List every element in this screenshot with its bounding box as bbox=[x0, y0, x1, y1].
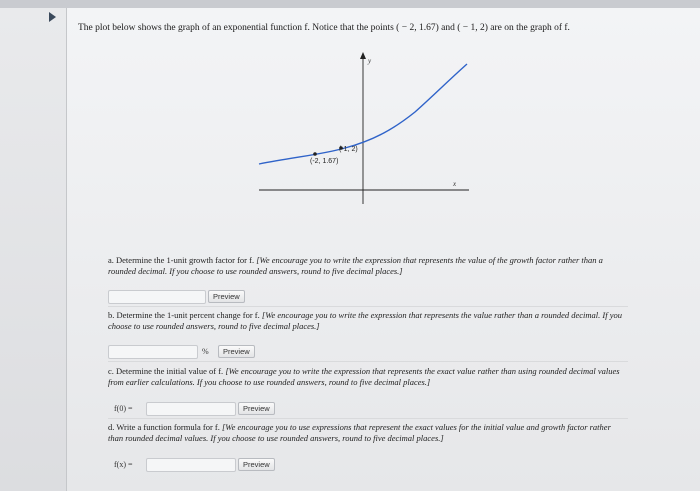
point-a-label: (-2, 1.67) bbox=[310, 158, 339, 165]
part-b-question: b. Determine the 1-unit percent change for f. bbox=[108, 310, 260, 320]
percent-suffix: % bbox=[202, 347, 209, 356]
y-axis-arrow-icon bbox=[360, 52, 366, 59]
part-b-preview-button[interactable]: Preview bbox=[218, 345, 255, 358]
problem-prompt: The plot below shows the graph of an exponential function f. Notice that the points ( − 2, 1.67) and ( − 1, 2) are on the graph of f. bbox=[78, 23, 570, 33]
y-axis-label: y bbox=[368, 57, 372, 65]
part-d-answer-input[interactable] bbox=[146, 458, 236, 472]
part-a-note: [We encourage you to write the expression that represents the value of the growth factor rather than a rounded decimal. If you choose to use rounded answers, round to five decimal places.] bbox=[108, 255, 603, 276]
part-a-answer-input[interactable] bbox=[108, 290, 206, 304]
part-a bbox=[108, 255, 628, 277]
part-b bbox=[108, 310, 628, 332]
part-a-preview-button[interactable]: Preview bbox=[208, 290, 245, 303]
part-d-note: [We encourage you to use expressions that represent the exact values for the initial value and growth factor rather than rounded decimal values. If you choose to use rounded answers, round to five decimal places.] bbox=[108, 422, 611, 443]
collapse-triangle-icon[interactable] bbox=[49, 12, 56, 22]
part-c-input-label: f(0) = bbox=[114, 404, 133, 413]
part-b-note: [We encourage you to write the expression that represents the value rather than a rounded decimal. If you choose to use rounded answers, round to five decimal places.] bbox=[108, 310, 622, 331]
part-d-preview-button[interactable]: Preview bbox=[238, 458, 275, 471]
point-b-label: (-1, 2) bbox=[339, 146, 358, 153]
part-b-answer-input[interactable] bbox=[108, 345, 198, 359]
screen-bezel bbox=[0, 0, 700, 8]
exponential-graph bbox=[255, 50, 475, 210]
part-c-answer-input[interactable] bbox=[146, 402, 236, 416]
part-d bbox=[108, 422, 628, 444]
part-a-question: a. Determine the 1-unit growth factor for f. bbox=[108, 255, 255, 265]
part-c bbox=[108, 366, 628, 388]
part-c-preview-button[interactable]: Preview bbox=[238, 402, 275, 415]
x-axis-label: x bbox=[453, 180, 457, 188]
divider bbox=[108, 306, 628, 307]
part-d-question: d. Write a function formula for f. bbox=[108, 422, 220, 432]
part-c-note: [We encourage you to write the expression that represents the exact value rather than using rounded decimal values from earlier calculations. If you choose to use rounded answers, round to five decimal places.] bbox=[108, 366, 620, 387]
part-c-question: c. Determine the initial value of f. bbox=[108, 366, 224, 376]
divider bbox=[108, 418, 628, 419]
divider bbox=[108, 361, 628, 362]
part-d-input-label: f(x) = bbox=[114, 460, 133, 469]
left-margin bbox=[0, 8, 66, 491]
point-a-marker bbox=[313, 152, 317, 156]
